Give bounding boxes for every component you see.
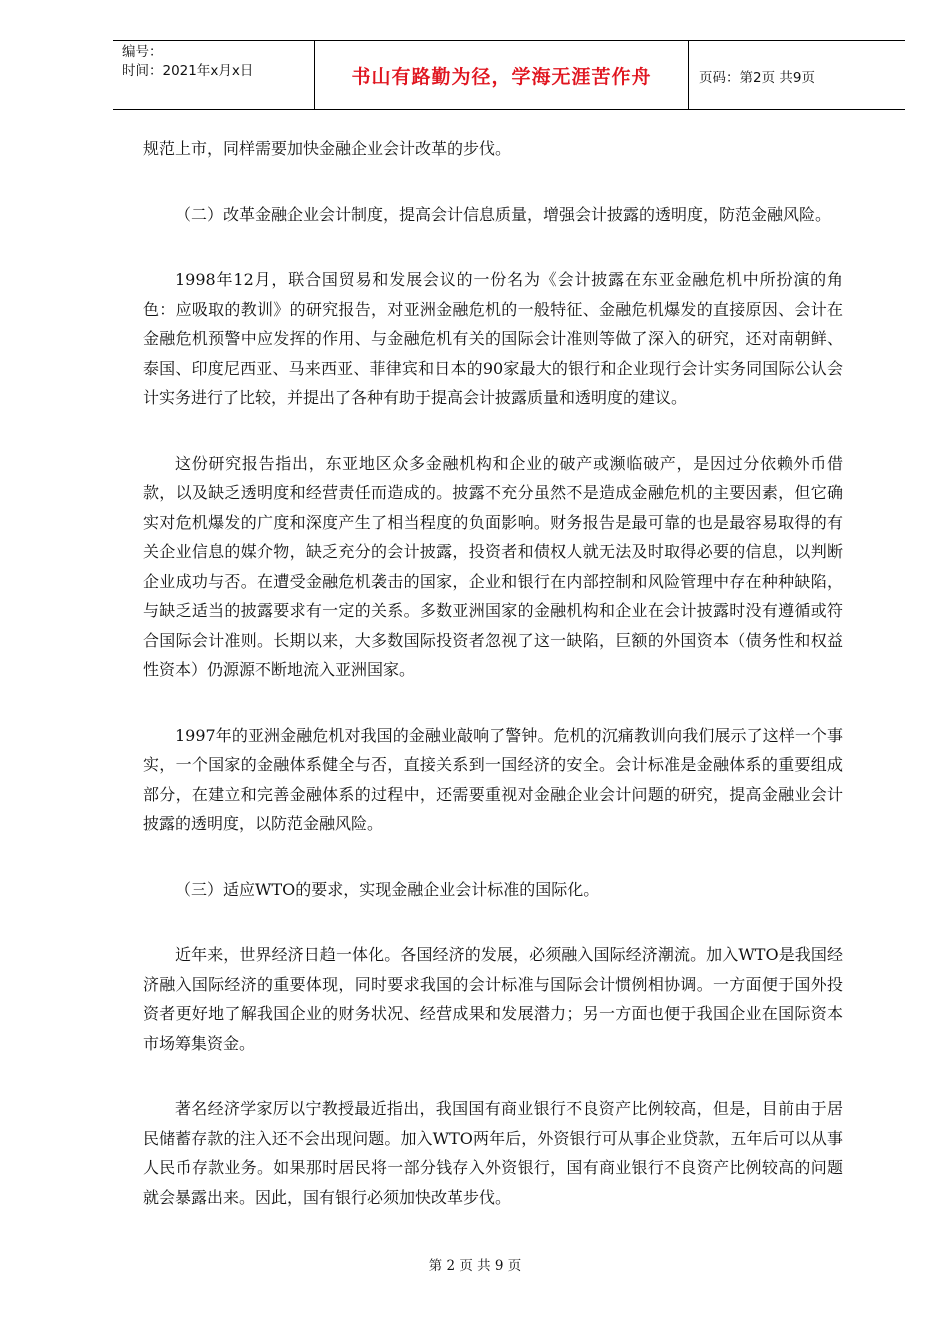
document-body: [143, 134, 843, 1212]
paragraph: 1998年12月，联合国贸易和发展会议的一份名为《会计披露在东亚金融危机中所扮演的角色：应吸取的教训》的研究报告，对亚洲金融危机的一般特征、金融危机爆发的直接原因、会计在金融危机预警中应发挥的作用、与金融危机有关的国际会计准则等做了深入的研究，还对南朝鲜、泰国、印度尼西亚、马来西亚、菲律宾和日本的90家最大的银行和企业现行会计实务同国际公认会计实务进行了比较，并提出了各种有助于提高会计披露质量和透明度的建议。: [143, 270, 843, 407]
header-motto-cell: [314, 41, 689, 109]
paragraph: 著名经济学家厉以宁教授最近指出，我国国有商业银行不良资产比例较高，但是，目前由于居民储蓄存款的注入还不会出现问题。加入WTO两年后，外资银行可从事企业贷款，五年后可以从事人民币存款业务。如果那时居民将一部分钱存入外资银行，国有商业银行不良资产比例较高的问题就会暴露出来。因此，国有银行必须加快改革步伐。: [143, 1099, 843, 1207]
document-number-label: 编号：: [122, 44, 163, 60]
page-footer: [0, 1254, 950, 1274]
header-page-cell: [689, 41, 905, 109]
paragraph: 这份研究报告指出，东亚地区众多金融机构和企业的破产或濒临破产，是因过分依赖外币借款，以及缺乏透明度和经营责任而造成的。披露不充分虽然不是造成金融危机的主要因素，但它确实对危机爆发的广度和深度产生了相当程度的负面影响。财务报告是最可靠的也是最容易取得的有关企业信息的媒介物，缺乏充分的会计披露，投资者和债权人就无法及时取得必要的信息，以判断企业成功与否。在遭受金融危机袭击的国家，企业和银行在内部控制和风险管理中存在种种缺陷，与缺乏适当的披露要求有一定的关系。多数亚洲国家的金融机构和企业在会计披露时没有遵循或符合国际会计准则。长期以来，大多数国际投资者忽视了这一缺陷，巨额的外国资本（债务性和权益性资本）仍源源不断地流入亚洲国家。: [143, 453, 843, 679]
paragraph: 1997年的亚洲金融危机对我国的金融业敲响了警钟。危机的沉痛教训向我们展示了这样一个事实，一个国家的金融体系健全与否，直接关系到一国经济的安全。会计标准是金融体系的重要组成部分，在建立和完善金融体系的过程中，还需要重视对金融企业会计问题的研究，提高金融业会计披露的透明度，以防范金融风险。: [143, 725, 843, 833]
paragraph: 近年来，世界经济日趋一体化。各国经济的发展，必须融入国际经济潮流。加入WTO是我国经济融入国际经济的重要体现，同时要求我国的会计标准与国际会计惯例相协调。一方面便于国外投资者更好地了解我国企业的财务状况、经营成果和发展潜力；另一方面也便于我国企业在国际资本市场筹集资金。: [143, 945, 843, 1053]
document-header: [113, 40, 905, 110]
header-page-label: 页码：第2页 共9页: [699, 70, 815, 86]
footer-page-number: 第 2 页 共 9 页: [428, 1258, 522, 1274]
paragraph: 规范上市，同样需要加快金融企业会计改革的步伐。: [143, 139, 512, 158]
section-heading: （二）改革金融企业会计制度，提高会计信息质量，增强会计披露的透明度，防范金融风险。: [175, 204, 832, 224]
header-motto: 书山有路勤为径，学海无涯苦作舟: [351, 65, 652, 88]
section-heading: （三）适应WTO的要求，实现金融企业会计标准的国际化。: [175, 879, 600, 899]
document-time-label: 时间：2021年x月x日: [122, 63, 254, 79]
header-info-cell: [113, 41, 314, 109]
